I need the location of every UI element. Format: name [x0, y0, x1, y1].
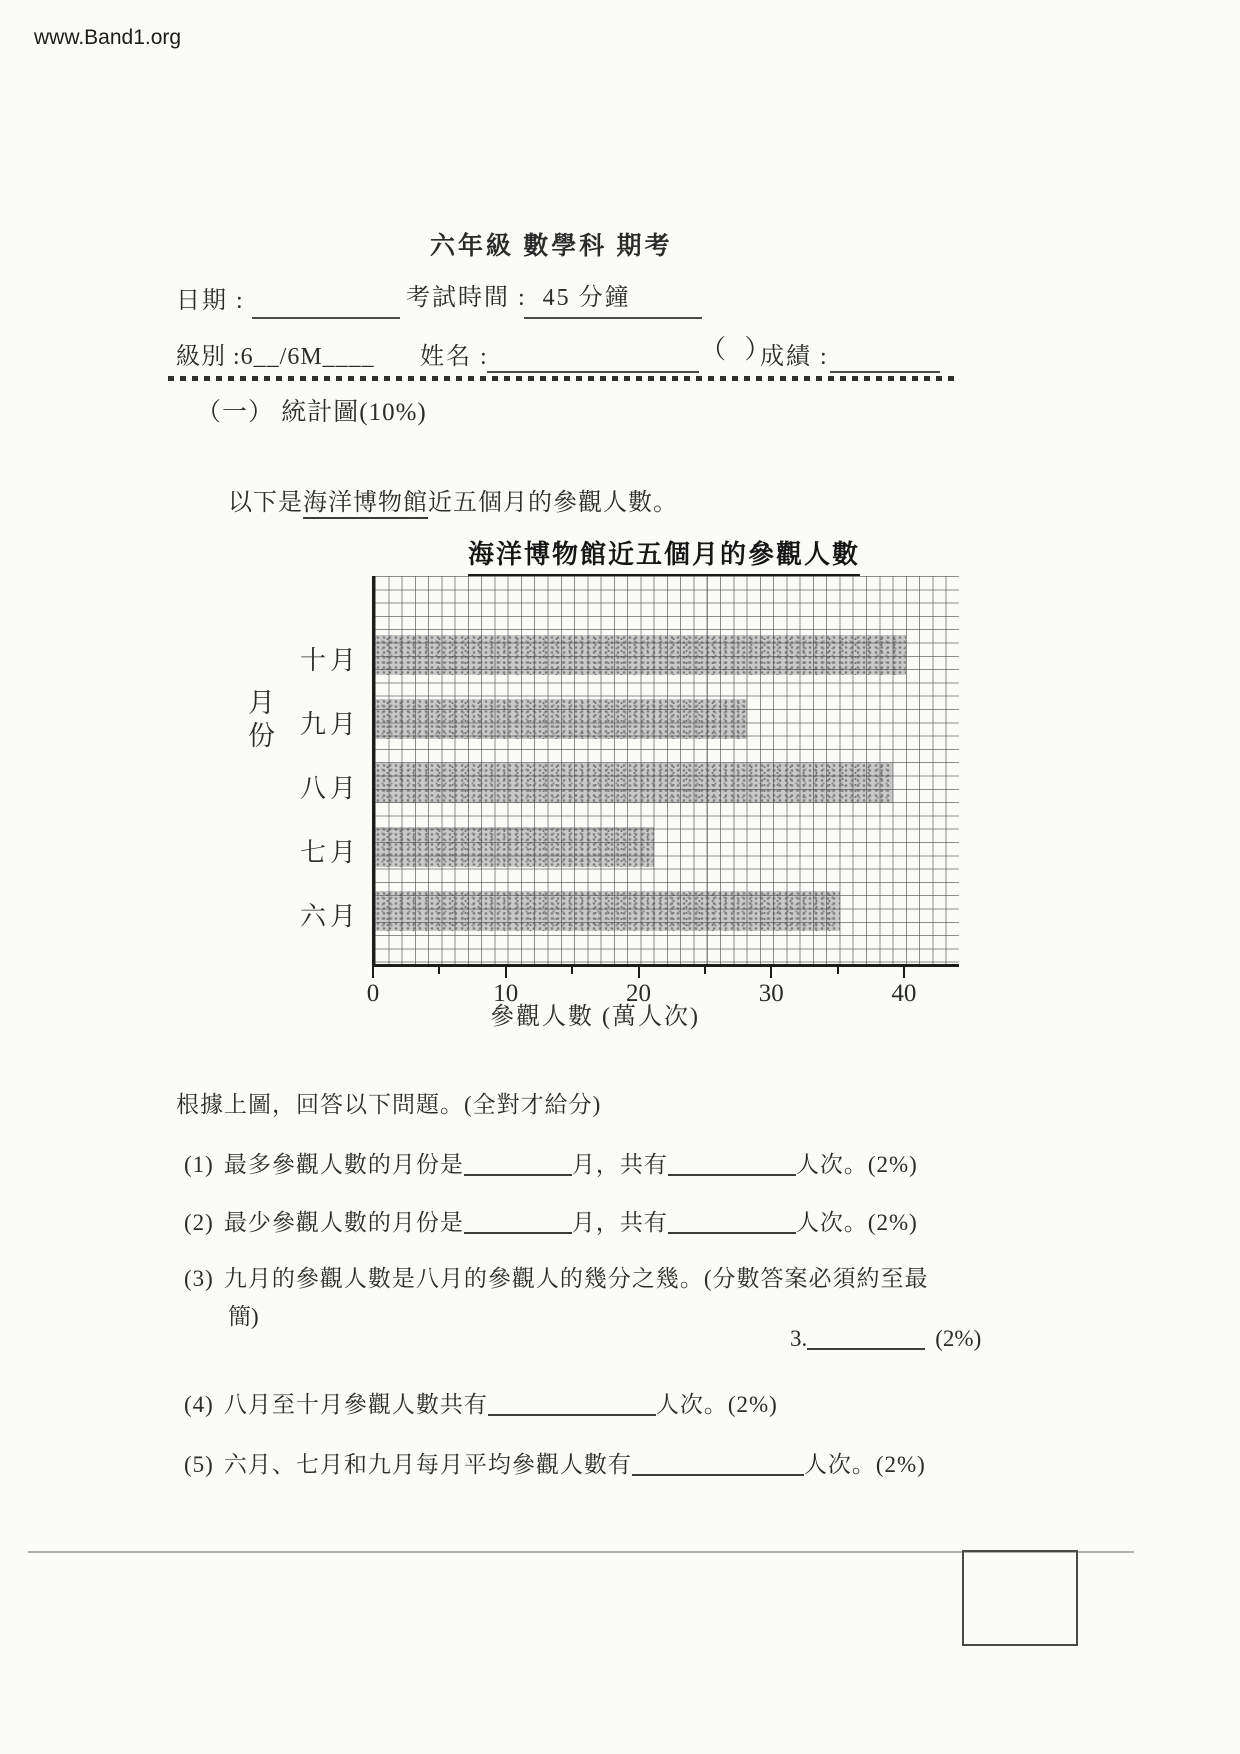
month-label-4: 七月	[299, 838, 360, 867]
x-axis-title: 參觀人數 (萬人次)	[490, 1004, 700, 1030]
x-tick-40	[903, 964, 905, 978]
question-text: 人次。(2%)	[795, 1210, 918, 1235]
question-number: (4)	[184, 1392, 214, 1417]
x-tick-10	[505, 964, 507, 978]
chart-intro-text	[228, 482, 678, 517]
exam-title: 六年級 數學科 期考	[430, 233, 673, 260]
intro-underlined-term: 海洋博物館	[303, 490, 428, 519]
question-row-3	[184, 1260, 929, 1293]
x-tick-label-40: 40	[891, 980, 917, 1007]
answer-blank	[668, 1152, 796, 1176]
answer-prefix: 3.	[790, 1326, 808, 1351]
question-row-1	[184, 1146, 918, 1179]
question-text: 人次。(2%)	[655, 1392, 778, 1417]
intro-prefix: 以下是	[228, 490, 303, 516]
class-label: 級別 :6__/6M____	[176, 344, 375, 370]
question-number: (1)	[184, 1152, 214, 1177]
score-label: 成績 :	[760, 344, 829, 370]
exam-time-line	[406, 277, 631, 312]
question-text-line2: 簡)	[228, 1304, 259, 1329]
corner-box	[962, 1550, 1078, 1646]
parent-signature-paren: （ ）	[700, 335, 777, 364]
question-row-5	[184, 1446, 926, 1479]
month-label-3: 八月	[299, 774, 360, 803]
month-label-1: 十月	[299, 646, 360, 675]
question-text: 月，共有	[571, 1210, 668, 1235]
x-tick-5	[438, 964, 440, 974]
x-tick-label-10: 10	[493, 980, 519, 1007]
x-tick-30	[770, 964, 772, 978]
answer-suffix: (2%)	[935, 1326, 982, 1351]
answer-line	[790, 1326, 981, 1352]
question-text: 六月、七月和九月每月平均參觀人數有	[223, 1452, 632, 1477]
month-label-5: 六月	[299, 902, 360, 931]
date-blank	[252, 317, 400, 319]
answer-blank	[807, 1326, 925, 1350]
question-text: 八月至十月參觀人數共有	[223, 1392, 488, 1417]
x-tick-35	[837, 964, 839, 974]
question-number: (2)	[184, 1210, 214, 1235]
name-blank	[487, 371, 699, 373]
question-text: 最多參觀人數的月份是	[223, 1152, 464, 1177]
x-tick-20	[638, 964, 640, 978]
date-label: 日期 :	[176, 288, 245, 314]
question-row-2	[184, 1204, 918, 1237]
question-text: 九月的參觀人數是八月的參觀人的幾分之幾。(分數答案必須約至最	[223, 1266, 929, 1291]
answer-blank	[488, 1392, 656, 1416]
x-tick-label-20: 20	[626, 980, 651, 1007]
question-text: 最少參觀人數的月份是	[223, 1210, 464, 1235]
x-tick-label-30: 30	[758, 980, 784, 1007]
month-label-2: 九月	[299, 710, 360, 739]
grid-lines	[375, 576, 959, 964]
x-tick-25	[704, 964, 706, 974]
exam-time-value: 45 分鐘	[542, 285, 631, 311]
x-tick-0	[372, 964, 374, 978]
question-number: (5)	[184, 1452, 214, 1477]
score-blank	[830, 371, 940, 373]
x-tick-label-0: 0	[366, 980, 380, 1007]
question-text: 人次。(2%)	[803, 1452, 926, 1477]
plot-area	[372, 576, 959, 967]
section-heading: （一） 統計圖(10%)	[196, 399, 427, 426]
exam-time-label: 考試時間 :	[406, 285, 527, 311]
x-tick-15	[571, 964, 573, 974]
name-label: 姓名 :	[420, 344, 489, 370]
question-number: (3)	[184, 1266, 214, 1291]
intro-suffix: 近五個月的參觀人數。	[428, 490, 678, 516]
watermark: www.Band1.org	[34, 26, 182, 49]
question-row-4	[184, 1386, 778, 1419]
question-text: 月，共有	[571, 1152, 668, 1177]
questions-instruction: 根據上圖，回答以下問題。(全對才給分)	[176, 1092, 602, 1117]
chart-title: 海洋博物館近五個月的參觀人數	[468, 534, 860, 576]
dotted-separator	[168, 376, 956, 381]
answer-blank	[668, 1210, 796, 1234]
y-axis-title: 月份	[244, 688, 274, 754]
answer-blank	[464, 1210, 572, 1234]
exam-time-underline	[524, 317, 702, 319]
answer-blank	[632, 1452, 804, 1476]
answer-blank	[464, 1152, 572, 1176]
question-text: 人次。(2%)	[795, 1152, 918, 1177]
